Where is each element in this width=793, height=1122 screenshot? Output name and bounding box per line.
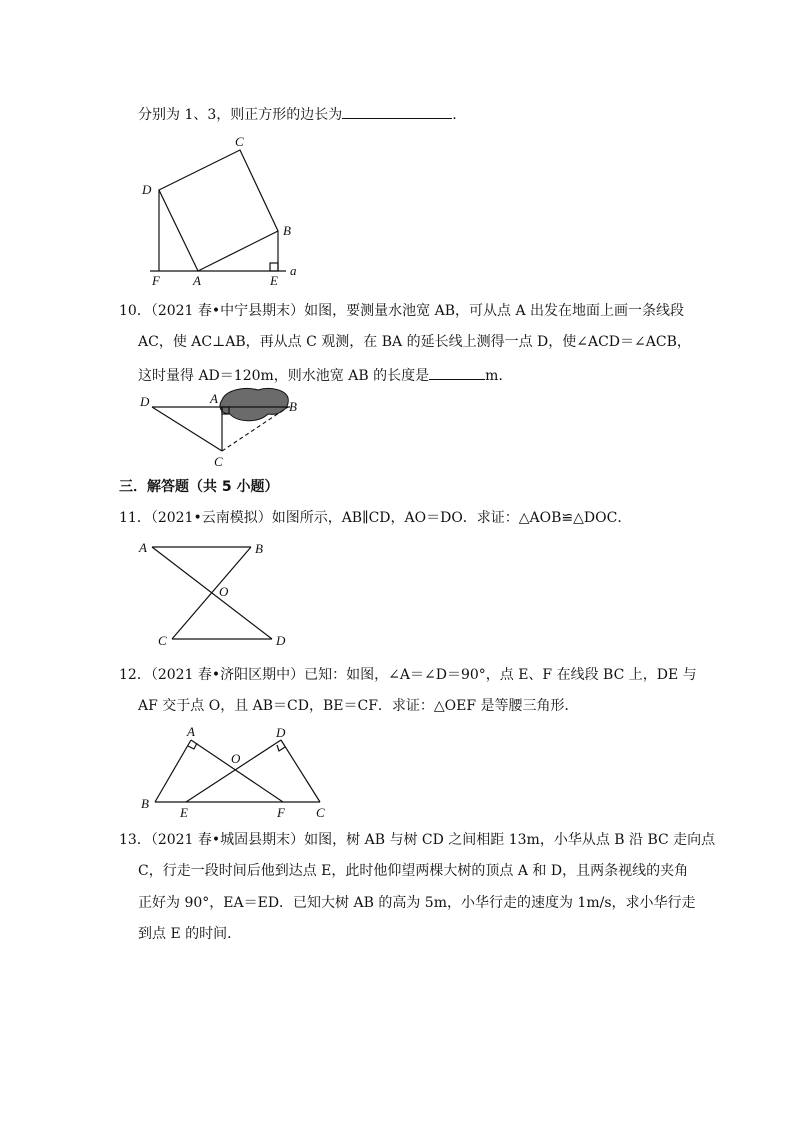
- q9-right-angle-mark: [270, 263, 278, 271]
- q9-text: 分别为 1、3，则正方形的边长为: [138, 107, 343, 123]
- q9-figure: [141, 134, 297, 288]
- q12-label-C: C: [316, 805, 325, 820]
- q11-label-D: D: [276, 633, 286, 648]
- q13-text-line4: 到点 E 的时间．: [138, 926, 242, 942]
- q10-unit: m.: [485, 368, 503, 384]
- q9-label-A: A: [193, 273, 201, 288]
- q10-pond: [220, 388, 288, 420]
- q12-label-D: D: [276, 725, 286, 740]
- q12-label-A: A: [187, 724, 195, 739]
- q11-label-C: C: [158, 633, 167, 648]
- q12-figure: [141, 724, 325, 820]
- section-heading-answers: 三．解答题（共 5 小题）: [119, 479, 279, 495]
- q11-text-line1: 11．（2021•云南模拟）如图所示，AB∥CD，AO＝DO．求证：△AOB≌△DOC．: [119, 510, 632, 526]
- q13-text-line1: 13．（2021 春•城固县期末）如图，树 AB 与树 CD 之间相距 13m，小华从点 B 沿 BC 走向点: [119, 832, 716, 848]
- q10-label-B: B: [289, 399, 297, 414]
- q12-label-E: E: [180, 805, 188, 820]
- q10-text-line2: AC，使 AC⊥AB，再从点 C 观测，在 BA 的延长线上测得一点 D，使∠ACD＝∠ACB，: [138, 334, 691, 350]
- q9-label-F: F: [152, 273, 160, 288]
- q9-square: [159, 150, 278, 271]
- q10-text-line1: 10．（2021 春•中宁县期末）如图，要测量水池宽 AB，可从点 A 出发在地面上画一条线段: [119, 303, 685, 319]
- q11-figure: [138, 540, 286, 648]
- q11-segment-BC: [172, 547, 251, 639]
- q12-segment-BA: [155, 740, 191, 802]
- q11-label-O: O: [219, 584, 229, 599]
- q12-label-F: F: [277, 805, 285, 820]
- q9-label-a: a: [290, 263, 297, 278]
- q12-segment-DE: [186, 740, 281, 802]
- q9-label-D: D: [142, 182, 152, 197]
- q10-segment-DC: [152, 407, 222, 451]
- q12-label-O: O: [231, 751, 241, 766]
- q12-segment-DC: [281, 740, 320, 802]
- q10-label-D: D: [140, 394, 150, 409]
- q10-label-C: C: [214, 454, 223, 469]
- q10-text: 这时量得 AD＝120m，则水池宽 AB 的长度是: [138, 368, 430, 384]
- q10-text-line3: [138, 365, 503, 385]
- q12-label-B: B: [141, 796, 149, 811]
- q10-answer-blank[interactable]: [429, 365, 485, 380]
- q9-label-B: B: [283, 223, 291, 238]
- q13-text-line3: 正好为 90°，EA＝ED．已知大树 AB 的高为 5m，小华行走的速度为 1m/s，求小华行走: [138, 895, 696, 911]
- q10-figure: [139, 388, 297, 469]
- q13-text-line2: C，行走一段时间后他到达点 E，此时他仰望两棵大树的顶点 A 和 D，且两条视线的夹角: [138, 863, 689, 879]
- q9-label-C: C: [235, 134, 244, 149]
- q12-text-line2: AF 交于点 O，且 AB＝CD，BE＝CF．求证：△OEF 是等腰三角形．: [138, 698, 579, 714]
- q11-label-A: A: [139, 540, 147, 555]
- q9-period: .: [452, 107, 457, 123]
- q12-right-angle-D: [277, 745, 285, 751]
- q10-label-A: A: [210, 391, 218, 406]
- q12-text-line1: 12．（2021 春•济阳区期中）已知：如图，∠A＝∠D＝90°，点 E、F 在线段 BC 上，DE 与: [119, 667, 697, 683]
- q9-label-E: E: [270, 273, 278, 288]
- q12-segment-AF: [191, 740, 283, 802]
- q11-label-B: B: [255, 541, 263, 556]
